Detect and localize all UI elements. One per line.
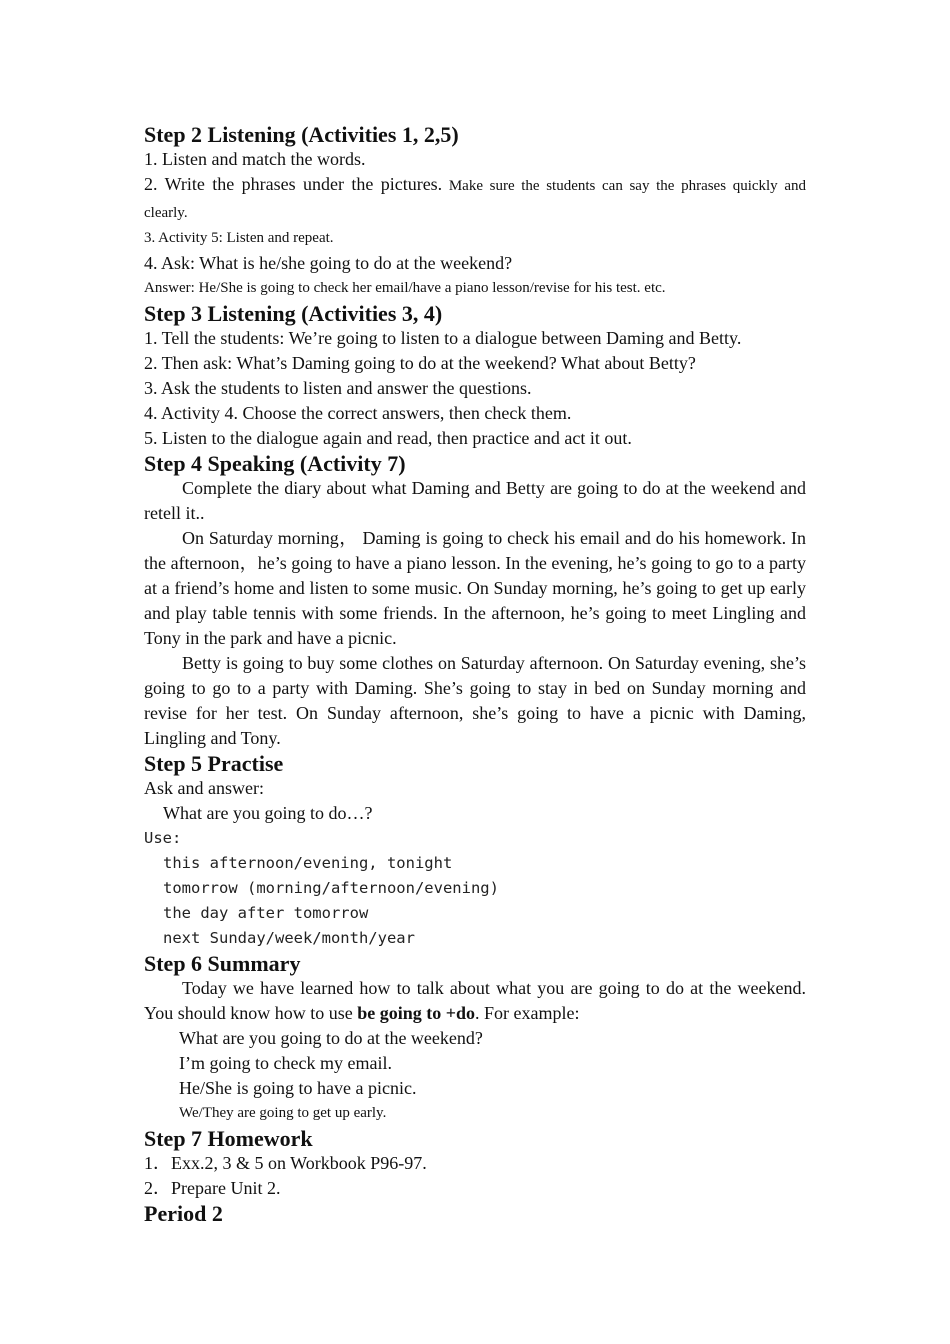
step4-heading: Step 4 Speaking (Activity 7): [144, 451, 406, 476]
step3-item-3: 3. Ask the students to listen and answer the questions.: [144, 378, 532, 398]
step4-paragraph-1: Complete the diary about what Daming and Betty are going to do at the weekend and retell it..: [144, 478, 806, 523]
step5-use-item-3: the day after tomorrow: [163, 904, 369, 922]
step7-item-2: 2．Prepare Unit 2.: [144, 1178, 281, 1198]
step6-example-4: We/They are going to get up early.: [179, 1105, 387, 1121]
step5-heading: Step 5 Practise: [144, 751, 284, 776]
step5-use-item-1: this afternoon/evening, tonight: [163, 854, 453, 872]
step2-item-2: [144, 172, 806, 226]
step2-item-3: 3. Activity 5: Listen and repeat.: [144, 230, 334, 246]
step6-example-1: What are you going to do at the weekend?: [179, 1028, 483, 1048]
step2-item-2-note: Make sure the students can say the phrases quickly and clearly.: [144, 178, 806, 221]
period-heading: Period 2: [144, 1201, 223, 1226]
step7-heading: Step 7 Homework: [144, 1126, 313, 1151]
step5-use-item-2: tomorrow (morning/afternoon/evening): [163, 879, 499, 897]
step3-item-2: 2. Then ask: What’s Daming going to do at the weekend? What about Betty?: [144, 353, 696, 373]
step2-heading: Step 2 Listening (Activities 1, 2,5): [144, 122, 459, 147]
step5-use-label: Use:: [144, 829, 182, 847]
step3-item-5: 5. Listen to the dialogue again and read, then practice and act it out.: [144, 428, 632, 448]
step5-line-1: Ask and answer:: [144, 778, 264, 798]
step7-item-1: 1．Exx.2, 3 & 5 on Workbook P96-97.: [144, 1153, 427, 1173]
step2-item-1: 1. Listen and match the words.: [144, 149, 366, 169]
step3-item-4: 4. Activity 4. Choose the correct answers, then check them.: [144, 403, 572, 423]
step6-text-c: . For example:: [474, 1003, 580, 1023]
step4-paragraph-2: On Saturday morning， Daming is going to check his email and do his homework. In the afternoon，he’s going to have a piano lesson. In the evening, he’s going to go to a party at a friend’s home and listen to some music. On Sunday morning, he’s going to get up early and play table tennis with some friends. In the afternoon, he’s going to meet Lingling and Tony in the park and have a picnic.: [144, 528, 806, 648]
step2-answer: Answer: He/She is going to check her email/have a piano lesson/revise for his test. etc.: [144, 280, 666, 296]
step6-heading: Step 6 Summary: [144, 951, 301, 976]
step2-item-2-main: 2. Write the phrases under the pictures.: [144, 174, 443, 194]
step3-item-1: 1. Tell the students: We’re going to listen to a dialogue between Daming and Betty.: [144, 328, 742, 348]
step6-structure: be going to +do: [357, 1003, 475, 1023]
step6-example-2: I’m going to check my email.: [179, 1053, 392, 1073]
step5-line-2: What are you going to do…?: [163, 803, 373, 823]
step6-example-3: He/She is going to have a picnic.: [179, 1078, 417, 1098]
document-content: [144, 122, 806, 1226]
step3-heading: Step 3 Listening (Activities 3, 4): [144, 301, 443, 326]
step6-paragraph: [144, 976, 806, 1026]
step6-text-a: Today we have learned how to talk about what you are going to do at the weekend. You should know how to use: [144, 978, 806, 1023]
step2-item-4: 4. Ask: What is he/she going to do at the weekend?: [144, 253, 513, 273]
step4-paragraph-3: Betty is going to buy some clothes on Saturday afternoon. On Saturday evening, she’s going to go to a party with Daming. She’s going to stay in bed on Sunday morning and revise for her test. On Sunday afternoon, she’s going to have a picnic with Daming, Lingling and Tony.: [144, 653, 806, 748]
step5-use-item-4: next Sunday/week/month/year: [163, 929, 415, 947]
